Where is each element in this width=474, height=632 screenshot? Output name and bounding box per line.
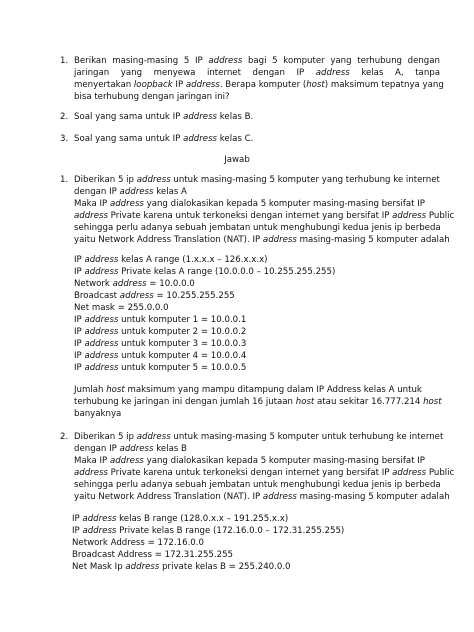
answer-2-intro-line-3: Maka IP address yang dialokasikan kepada 5 komputer masing-masing bersifat IP [74,456,425,466]
answer-1-conclusion-1: Jumlah host maksimum yang mampu ditampung dalam IP Address kelas A untuk [74,385,422,395]
answer-1-detail-8: IP address untuk komputer 3 = 10.0.0.3 [74,339,247,349]
question-1-line-3: menyertakan loopback IP address. Berapa komputer (host) maksimum tepatnya yang [74,80,444,90]
answer-2-intro-line-2: dengan IP address kelas B [74,444,187,454]
question-1-line-4: bisa terhubung dengan jaringan ini? [74,92,230,102]
answer-1-detail-9: IP address untuk komputer 4 = 10.0.0.4 [74,351,247,361]
answer-2-detail-1: IP address kelas B range (128.0.x.x – 191.255.x.x) [72,514,289,524]
answer-1-detail-2: IP address Private kelas A range (10.0.0.0 – 10.255.255.255) [74,267,336,277]
answer-2-intro-line-5: sehingga perlu adanya sebuah jembatan untuk menghubungi kedua jenis ip berbeda [74,480,441,490]
question-3-text: Soal yang sama untuk IP address kelas C. [74,134,254,144]
answer-1-intro-line-4: address Private karena untuk terkoneksi dengan internet yang bersifat IP address Public [74,211,455,221]
question-1-line-2: jaringan yang menyewa internet dengan IP address kelas A, tanpa [74,68,440,78]
question-2-text: Soal yang sama untuk IP address kelas B. [74,112,254,122]
answer-2-detail-4: Broadcast Address = 172.31.255.255 [72,550,234,560]
answer-1-detail-4: Broadcast address = 10.255.255.255 [74,291,235,301]
answer-1-intro-line-2: dengan IP address kelas A [74,187,187,197]
answer-1-detail-10: IP address untuk komputer 5 = 10.0.0.5 [74,363,247,373]
answer-heading: Jawab [224,155,250,165]
question-1-number: 1. [60,56,69,66]
answer-2-intro-line-1: Diberikan 5 ip address untuk masing-masing 5 komputer untuk terhubung ke internet [74,432,444,442]
answer-2-detail-2: IP address Private kelas B range (172.16.0.0 – 172.31.255.255) [72,526,345,536]
answer-1-detail-5: Net mask = 255.0.0.0 [74,303,169,313]
answer-1-intro-line-5: sehingga perlu adanya sebuah jembatan untuk menghubungi kedua jenis ip berbeda [74,223,441,233]
answer-1-intro-line-6: yaitu Network Address Translation (NAT). IP address masing-masing 5 komputer adalah [74,235,450,245]
answer-1-detail-1: IP address kelas A range (1.x.x.x – 126.x.x.x) [74,255,268,265]
answer-1-intro-line-3: Maka IP address yang dialokasikan kepada 5 komputer masing-masing bersifat IP [74,199,425,209]
answer-2-detail-3: Network Address = 172.16.0.0 [72,538,204,548]
answer-2-intro-line-6: yaitu Network Address Translation (NAT). IP address masing-masing 5 komputer adalah [74,492,450,502]
question-3-number: 3. [60,134,69,144]
answer-1-detail-6: IP address untuk komputer 1 = 10.0.0.1 [74,315,247,325]
answer-1-number: 1. [60,175,69,185]
answer-2-intro-line-4: address Private karena untuk terkoneksi dengan internet yang bersifat IP address Public [74,468,455,478]
answer-1-detail-7: IP address untuk komputer 2 = 10.0.0.2 [74,327,247,337]
answer-2-number: 2. [60,432,69,442]
answer-1-conclusion-3: banyaknya [74,409,122,419]
answer-1-conclusion-2: terhubung ke jaringan ini dengan jumlah 16 jutaan host atau sekitar 16.777.214 host [74,397,442,407]
answer-1-detail-3: Network address = 10.0.0.0 [74,279,195,289]
answer-1-intro-line-1: Diberikan 5 ip address untuk masing-masing 5 komputer yang terhubung ke internet [74,175,440,185]
answer-2-detail-5: Net Mask Ip address private kelas B = 255.240.0.0 [72,562,291,572]
question-1-line-1: Berikan masing-masing 5 IP address bagi 5 komputer yang terhubung dengan [74,56,440,66]
question-2-number: 2. [60,112,69,122]
